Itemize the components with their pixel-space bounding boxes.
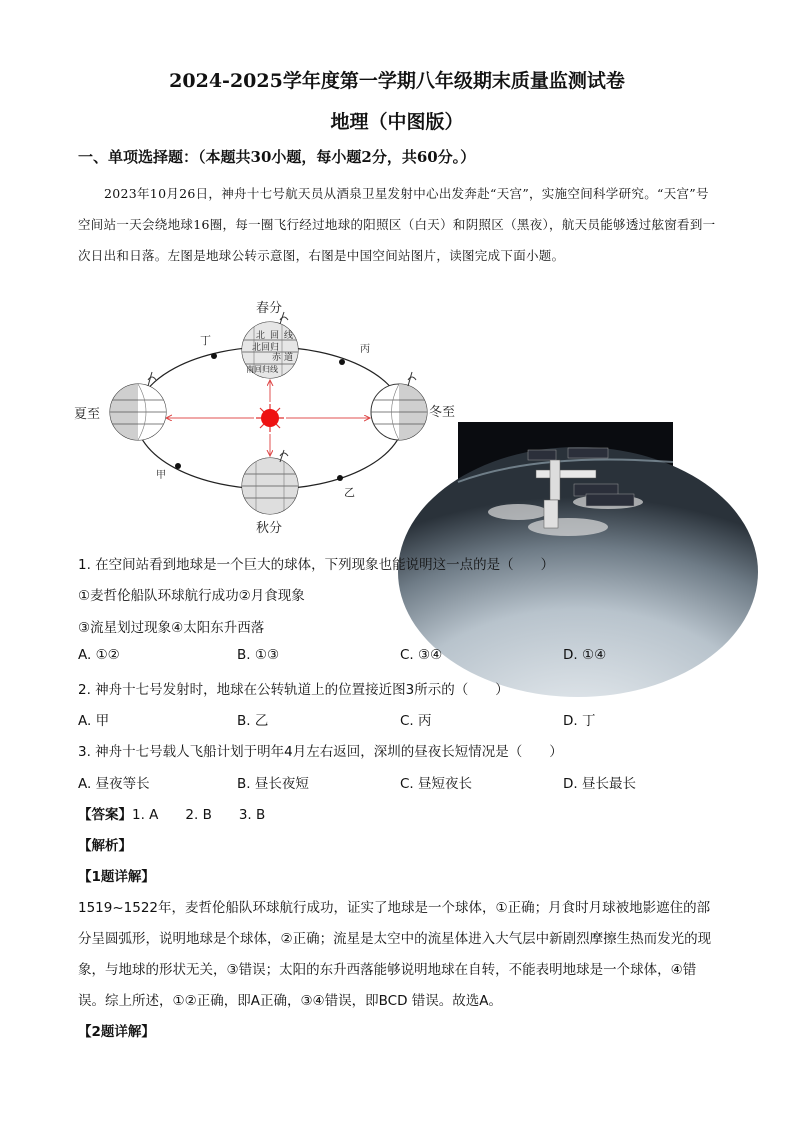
globe-label-chi: 赤: [272, 353, 282, 363]
answer-label: 【答案】: [78, 807, 132, 823]
detail-1-label: 【1题详解】: [78, 869, 155, 885]
dot-ding: [211, 353, 217, 359]
q1-option-c: C. ③④: [400, 647, 443, 663]
label-autumn: 秋分: [256, 521, 283, 536]
space-station-photo: [458, 422, 673, 542]
answer-text: 1. A 2. B 3. B: [132, 807, 266, 823]
analysis-label: 【解析】: [78, 838, 132, 854]
question-2-stem: 2. 神舟十七号发射时，地球在公转轨道上的位置接近图3所示的（ ）: [78, 682, 509, 698]
passage: 2023年10月26日，神舟十七号航天员从酒泉卫星发射中心出发奔赴“天宫”，实施空间科学研究。“天宫”号空间站一天会绕地球16圈，每一圈飞行经过地球的阳照区（白天）和阴照区（黑夜），航天员能够透过舷窗看到一次日出和日落。左图是地球公转示意图，右图是中国空间站图片，读图完成下面小题。: [78, 186, 716, 263]
label-bing: 丙: [360, 344, 370, 355]
question-1-line-2: ③流星划过现象④太阳东升西落: [78, 620, 265, 636]
section-heading: 一、单项选择题：（本题共30小题，每小题2分，共60分。）: [78, 148, 476, 166]
globe-label-hui: 回: [270, 331, 280, 341]
dot-jia: [175, 463, 181, 469]
q3-option-c: C. 昼短夜长: [400, 776, 473, 792]
q2-option-d: D. 丁: [563, 713, 596, 729]
globe-label-beihuigui: 北回归: [252, 343, 280, 353]
question-3-stem: 3. 神舟十七号载人飞船计划于明年4月左右返回，深圳的昼夜长短情况是（ ）: [78, 744, 563, 760]
q3-option-a: A. 昼夜等长: [78, 776, 150, 792]
dot-yi: [337, 475, 343, 481]
label-spring: 春分: [256, 301, 283, 316]
exam-subtitle: 地理（中图版）: [330, 111, 464, 133]
question-1-line-1: ①麦哲伦船队环球航行成功②月食现象: [78, 588, 305, 604]
q2-option-b: B. 乙: [237, 713, 269, 729]
label-summer: 夏至: [74, 407, 101, 422]
q3-option-b: B. 昼长夜短: [237, 776, 309, 792]
globe-label-dao: 道: [284, 353, 294, 363]
q3-option-d: D. 昼长最长: [563, 776, 636, 792]
globe-winter: [371, 372, 427, 440]
globe-label-xian: 线: [284, 331, 294, 341]
answer-line: [78, 803, 265, 823]
globe-label-nanhuigui: 南回归线: [246, 365, 278, 374]
globe-label-bei: 北: [256, 331, 266, 341]
label-jia: 甲: [156, 470, 166, 481]
globe-summer: [110, 372, 166, 440]
label-ding: 丁: [200, 334, 211, 347]
q1-option-b: B. ①③: [237, 647, 280, 663]
dot-bing: [339, 359, 345, 365]
label-winter: 冬至: [429, 405, 456, 420]
question-1-stem: 1. 在空间站看到地球是一个巨大的球体，下列现象也能说明这一点的是（ ）: [78, 557, 555, 573]
globe-spring: [242, 312, 298, 378]
label-yi: 乙: [344, 486, 355, 499]
q1-option-a: A. ①②: [78, 647, 120, 663]
orbit-diagram: [74, 300, 456, 540]
q1-option-d: D. ①④: [563, 647, 607, 663]
exam-title: 2024-2025学年度第一学期八年级期末质量监测试卷: [169, 70, 625, 92]
q2-option-a: A. 甲: [78, 713, 110, 729]
globe-autumn: [242, 450, 298, 514]
sun: [256, 404, 284, 432]
q2-option-c: C. 丙: [400, 713, 432, 729]
detail-1-text: 1519~1522年，麦哲伦船队环球航行成功，证实了地球是一个球体，①正确；月食时月球被地影遮住的部分呈圆弧形，说明地球是个球体，②正确；流星是太空中的流星体进入大气层中新剧烈摩擦生热而发光的现象，与地球的形状无关，③错误；太阳的东升西落能够说明地球在自转，不能表明地球是一个球体，④错误。综上所述，①②正确，即A正确，③④错误，即BCD 错误。故选A。: [78, 900, 712, 1009]
detail-2-label: 【2题详解】: [78, 1024, 155, 1040]
